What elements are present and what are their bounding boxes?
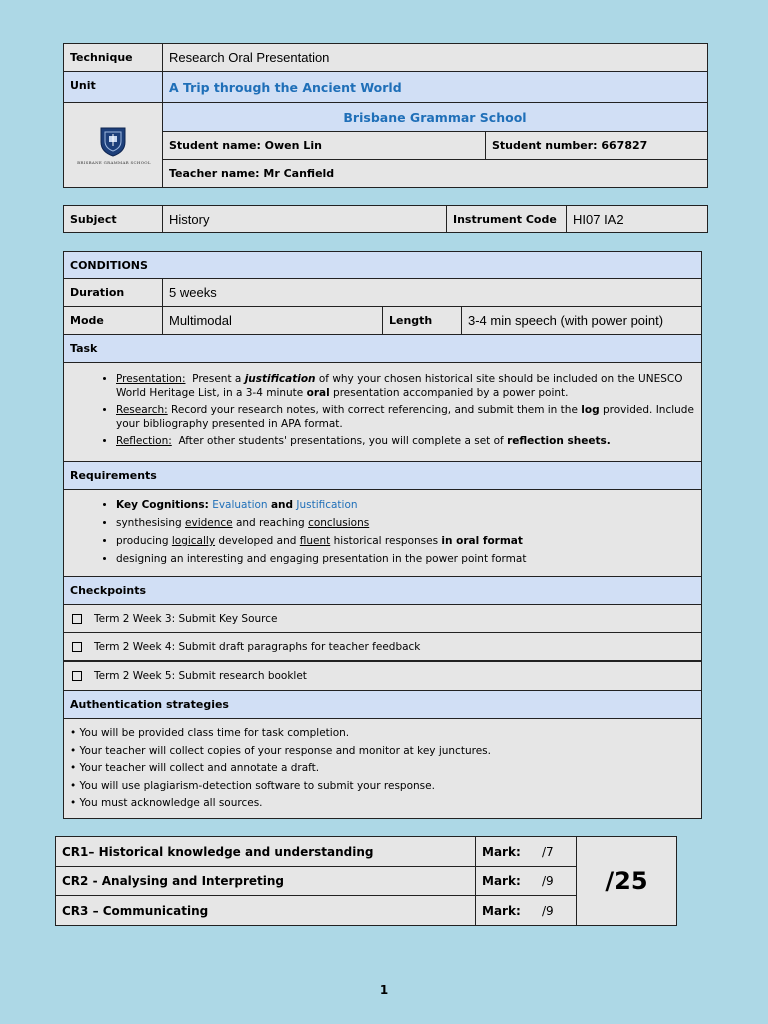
logo-caption: BRISBANE GRAMMAR SCHOOL — [77, 160, 151, 165]
length-label: Length — [382, 306, 462, 335]
criterion-mark: Mark: /7 — [475, 836, 577, 867]
technique-label: Technique — [63, 43, 163, 72]
requirement-producing: • producing logically developed and fluent historical responses in oral format — [116, 534, 701, 549]
task-item-research: • Research: Record your research notes, with correct referencing, and submit them in the log provided. Include your bibliography presented in APA format. — [116, 403, 701, 431]
instrument-value: HI07 IA2 — [566, 205, 708, 233]
subject-table — [63, 205, 708, 233]
conditions-title: CONDITIONS — [63, 251, 702, 279]
duration-label: Duration — [63, 278, 163, 307]
checkbox-icon[interactable] — [72, 671, 82, 681]
criteria-table — [55, 836, 677, 926]
checkpoints-title: Checkpoints — [63, 576, 702, 605]
checkpoint-item: Term 2 Week 4: Submit draft paragraphs for teacher feedback — [63, 632, 702, 661]
criterion-name: CR3 – Communicating — [55, 895, 476, 926]
checkpoint-item: Term 2 Week 5: Submit research booklet — [63, 661, 702, 691]
technique-value: Research Oral Presentation — [162, 43, 708, 72]
task-item-presentation: • Presentation: Present a justification of why your chosen historical site should be included on the UNESCO World Heritage List, in a 3-4 minute oral presentation accompanied by a power point. — [116, 372, 701, 400]
requirements-body — [63, 489, 702, 577]
authentication-item: • Your teacher will collect copies of your response and monitor at key junctures. — [70, 744, 491, 757]
school-logo-cell — [63, 102, 163, 188]
school-name: Brisbane Grammar School — [162, 102, 708, 132]
requirements-title: Requirements — [63, 461, 702, 490]
checkbox-icon[interactable] — [72, 642, 82, 652]
student-number: Student number: 667827 — [485, 131, 708, 160]
authentication-item: • You will be provided class time for task completion. — [70, 727, 350, 739]
requirement-synthesising: • synthesising evidence and reaching conclusions — [116, 516, 701, 531]
header-table — [63, 43, 708, 188]
duration-value: 5 weeks — [162, 278, 702, 307]
page-number: 1 — [379, 983, 389, 997]
instrument-label: Instrument Code — [446, 205, 567, 233]
unit-label: Unit — [63, 71, 163, 103]
authentication-body — [63, 718, 702, 819]
authentication-item: • Your teacher will collect and annotate a draft. — [70, 762, 320, 774]
authentication-title: Authentication strategies — [63, 690, 702, 719]
authentication-item: • You will use plagiarism-detection software to submit your response. — [70, 779, 435, 792]
task-title: Task — [63, 334, 702, 363]
teacher-name: Teacher name: Mr Canfield — [162, 159, 708, 188]
subject-value: History — [162, 205, 447, 233]
student-name: Student name: Owen Lin — [162, 131, 486, 160]
subject-label: Subject — [63, 205, 163, 233]
criterion-name: CR2 - Analysing and Interpreting — [55, 866, 476, 896]
criterion-name: CR1– Historical knowledge and understanding — [55, 836, 476, 867]
requirement-designing: • designing an interesting and engaging presentation in the power point format — [116, 552, 701, 567]
mode-value: Multimodal — [162, 306, 383, 335]
mode-label: Mode — [63, 306, 163, 335]
criterion-mark: Mark: /9 — [475, 895, 577, 926]
school-crest-icon — [98, 125, 128, 157]
unit-value: A Trip through the Ancient World — [162, 71, 708, 103]
length-value: 3-4 min speech (with power point) — [461, 306, 702, 335]
task-item-reflection: • Reflection: After other students' presentations, you will complete a set of reflection sheets. — [116, 434, 701, 448]
authentication-item: • You must acknowledge all sources. — [70, 797, 263, 809]
total-mark: /25 — [576, 836, 677, 926]
checkpoint-item: Term 2 Week 3: Submit Key Source — [63, 604, 702, 633]
conditions-table — [63, 251, 702, 819]
requirement-key-cognitions: • Key Cognitions: Evaluation and Justification — [116, 498, 701, 513]
task-body — [63, 362, 702, 462]
checkbox-icon[interactable] — [72, 614, 82, 624]
criterion-mark: Mark: /9 — [475, 866, 577, 896]
